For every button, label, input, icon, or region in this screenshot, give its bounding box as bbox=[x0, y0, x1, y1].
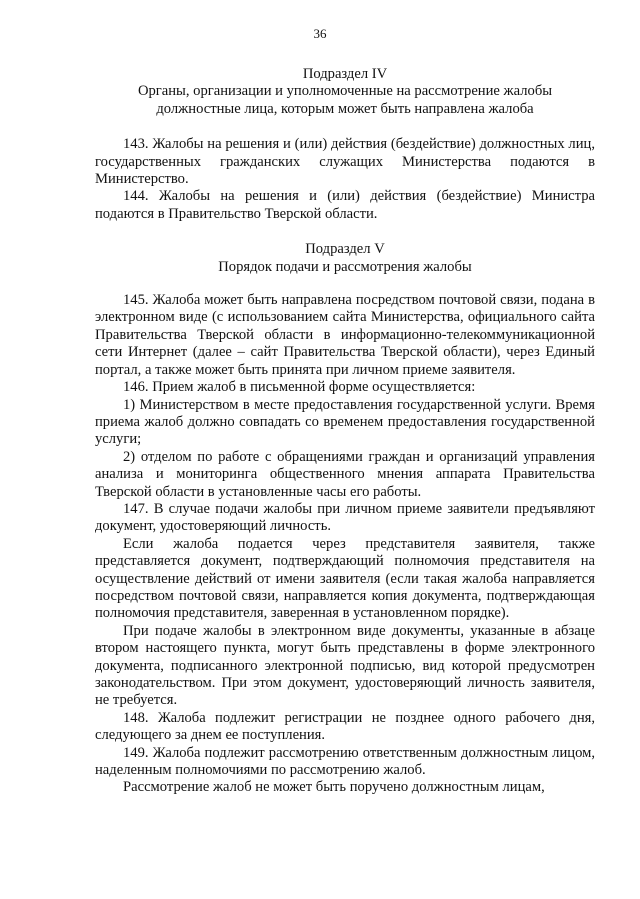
paragraph-147-electronic: При подаче жалобы в электронном виде документы, указанные в абзаце втором настоящего пункта, могут быть представлены в форме электронного документа, подписанного электронной подписью, вид которой предусмотрен законодательством. При этом документ, удостоверяющий личность заявителя, не требуется. bbox=[95, 622, 595, 709]
paragraph-143: 143. Жалобы на решения и (или) действия (бездействие) должностных лиц, государственных гражданских служащих Министерства подаются в Министерство. bbox=[95, 136, 595, 188]
section-heading: Органы, организации и уполномоченные на рассмотрение жалобы должностные лица, которым может быть направлена жалоба bbox=[137, 83, 553, 117]
paragraph-149: 149. Жалоба подлежит рассмотрению ответственным должностным лицом, наделенным полномочиями по рассмотрению жалоб. bbox=[95, 744, 595, 779]
section-title: Подраздел V bbox=[305, 241, 385, 258]
paragraph-144: 144. Жалобы на решения и (или) действия (бездействие) Министра подаются в Правительство Тверской области. bbox=[95, 188, 595, 222]
paragraph-147: 147. В случае подачи жалобы при личном приеме заявители предъявляют документ, удостоверяющий личность. bbox=[95, 500, 595, 535]
paragraph-146: 146. Прием жалоб в письменной форме осуществляется: bbox=[123, 379, 476, 396]
paragraph-146-item-2: 2) отделом по работе с обращениями граждан и организаций управления анализа и мониторинга общественного мнения аппарата Правительства Тверской области в установленные часы его работы. bbox=[95, 448, 595, 500]
paragraph-147-representative: Если жалоба подается через представителя заявителя, также представляется документ, подтверждающий полномочия представителя на осуществление действий от имени заявителя (если такая жалоба направляется посредством почтовой связи, направляется копия документа, подтверждающая полномочия представителя, заверенная в установленном порядке). bbox=[95, 535, 595, 622]
section-title: Подраздел IV bbox=[302, 66, 388, 82]
page-content bbox=[95, 66, 595, 797]
section-heading: Порядок подачи и рассмотрения жалобы bbox=[218, 258, 472, 275]
paragraph-145: 145. Жалоба может быть направлена посредством почтовой связи, подана в электронном виде (с использованием сайта Министерства, официального сайта Правительства Тверской области в информационно-телекоммуникационной сети Интернет (далее – сайт Правительства Тверской области), через Единый портал, а также может быть принята при личном приеме заявителя. bbox=[95, 292, 595, 378]
paragraph-149-continued: Рассмотрение жалоб не может быть поручено должностным лицам, bbox=[123, 779, 545, 796]
page-number: 36 bbox=[313, 26, 327, 41]
paragraph-146-item-1: 1) Министерством в месте предоставления государственной услуги. Время приема жалоб должно совпадать со временем предоставления государственной услуги; bbox=[95, 396, 595, 448]
paragraph-148: 148. Жалоба подлежит регистрации не позднее одного рабочего дня, следующего за днем ее поступления. bbox=[95, 709, 595, 744]
